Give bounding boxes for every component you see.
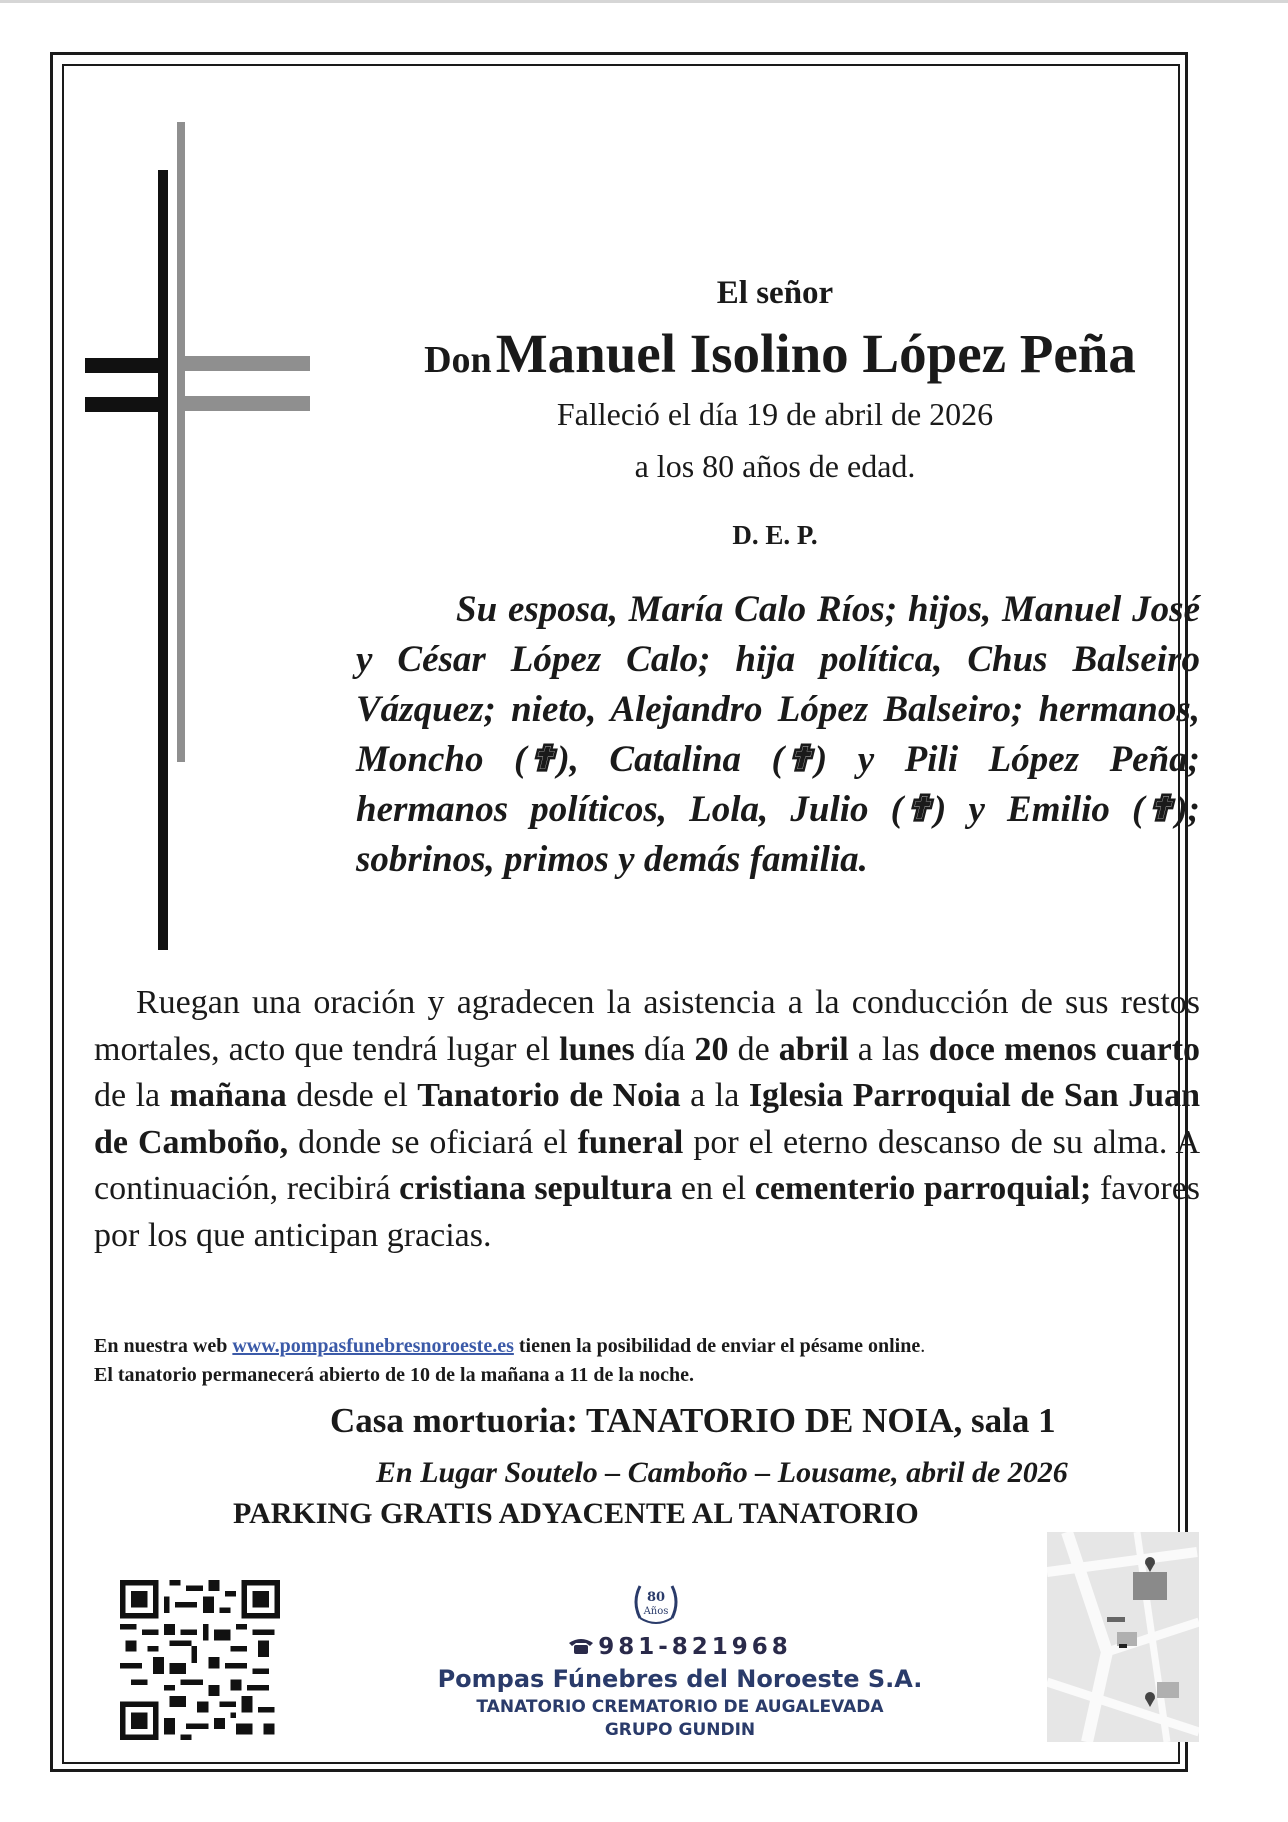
deceased-full-name: Manuel Isolino López Peña <box>495 323 1136 384</box>
anniversary-badge-icon <box>628 1574 684 1630</box>
death-date: Falleció el día 19 de abril de 2026 <box>556 396 994 432</box>
top-divider <box>0 0 1288 3</box>
group-name: GRUPO GUNDIN <box>604 1720 756 1740</box>
cross-icon: ✟ <box>783 739 815 780</box>
condolence-note: En nuestra web www.pompasfunebresnoroeste.es tienen la posibilidad de enviar el pésame online. <box>94 1335 926 1357</box>
funeral-home-line: Casa mortuoria: TANATORIO DE NOIA, sala 1 <box>330 1401 1056 1440</box>
ceremony-paragraph: Ruegan una oración y agradecen la asistencia a la conducción de sus restos mortales, acto que tendrá lugar el lunes día 20 de abril a las doce menos cuarto de la mañana desde el Tanatorio de Noia a la Iglesia Parroquial de San Juan de Camboño, donde se oficiará el funeral por el eterno descanso de su alma. A continuación, recibirá cristiana sepultura en el cementerio parroquial; favores por los que anticipan gracias. <box>94 984 1201 1254</box>
intro-text: El señor <box>716 275 834 311</box>
web-note <box>94 1332 1204 1390</box>
title-prefix: Don <box>424 339 492 381</box>
badge-label: Años <box>643 1606 669 1617</box>
deceased-name <box>340 322 1220 385</box>
age-line: a los 80 años de edad. <box>634 448 916 484</box>
parking-line: PARKING GRATIS ADYACENTE AL TANATORIO <box>233 1497 919 1530</box>
dep-text: D. E. P. <box>732 520 818 550</box>
website-link[interactable]: www.pompasfunebresnoroeste.es <box>232 1335 514 1357</box>
place-date-line: En Lugar Soutelo – Camboño – Lousame, abril de 2026 <box>376 1456 1068 1489</box>
telephone-icon <box>568 1637 594 1655</box>
company-name: Pompas Fúnebres del Noroeste S.A. <box>437 1665 923 1693</box>
cross-icon: ✟ <box>903 789 935 830</box>
cross-icon <box>90 120 320 970</box>
badge-number: 80 <box>646 1590 666 1605</box>
opening-hours-note: El tanatorio permanecerá abierto de 10 de la mañana a 11 de la noche. <box>94 1364 694 1386</box>
cross-icon: ✟ <box>526 739 558 780</box>
cross-icon: ✟ <box>1144 789 1176 830</box>
family-paragraph: Su esposa, María Calo Ríos; hijos, Manuel José y César López Calo; hija política, Chus Balseiro Vázquez; nieto, Alejandro López Balseiro; hermanos, Moncho (✟), Catalina (✟) y Pili López Peña; hermanos políticos, Lola, Julio (✟) y Emilio (✟); sobrinos, primos y demás familia. <box>356 589 1200 880</box>
crematorium-name: TANATORIO CREMATORIO DE AUGALEVADA <box>476 1697 884 1717</box>
phone-number[interactable]: 981-821968 <box>400 1634 960 1660</box>
location-map-icon[interactable] <box>1047 1532 1199 1742</box>
qr-code-icon[interactable] <box>120 1580 280 1740</box>
